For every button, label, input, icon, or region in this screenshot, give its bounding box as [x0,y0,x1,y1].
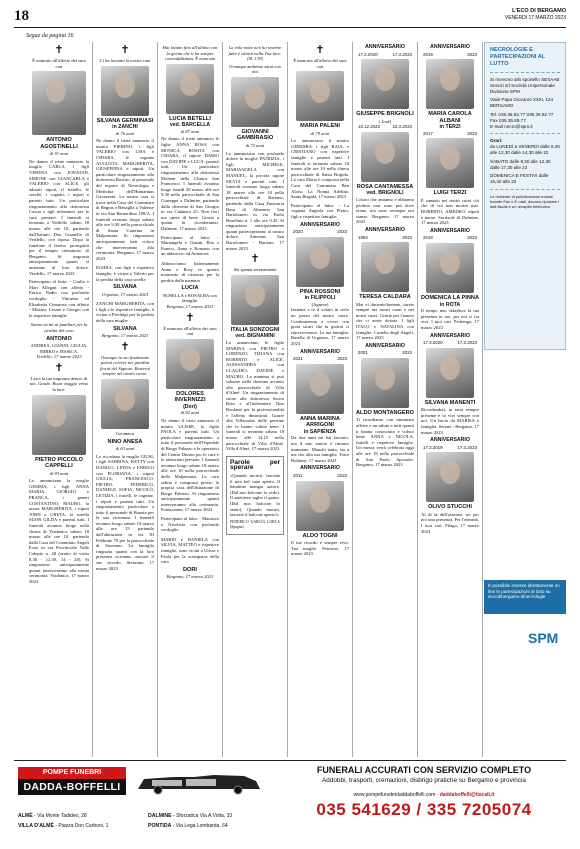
masthead [505,8,566,22]
notice-quote: La vola notte non ha tenebre fatte è chiara nella Tua luce. [228,45,282,56]
ad-address-dalmine: DALMINE - Sforzatica Via A.Volta, 33 [148,813,233,819]
condolence-date: Bergamo, 17 marzo 2023 [101,333,149,339]
deceased-name: ANTONIO AGOSTINELLI [40,137,78,150]
anniversary-heading: ANNIVERSARIO [430,332,470,339]
deceased-name: ANNA MARINA ARRIGONI [300,415,340,429]
anniversary-dates: 2011 2023 [293,472,347,478]
notice-text: Ne danno il triste annuncio il marito ULISSE, la figlia PAOLA e parenti tutti. Un particolare ringraziamento a tutto il personale dell'Ospedale di Borgo Palazzo e le operatrici del Centro Diurno per le cure e le attenzioni prestate. I funerali avranno luogo sabato 18 marzo alle ore 10 nella parrocchiale della Malpensata. La cara salma è composta presso la propria casa dell'abitazione di Borgo Palazzo. Si ringraziano anticipatamente quanti interverranno alla cerimonia. Pontacemia, 17 marzo 2023 [161,417,219,513]
condolence-family: ROSELLA e ROSALBA con famiglie. [163,292,217,304]
portrait-photo [426,243,474,293]
notice-text: È rimasto nei nostri cuori ciò che di voi non morirà mai. ROBERTO, AMEDEO, nipoti e nuore. Sorrisole di Dalmine, 17 marzo 2023 [421,197,479,226]
notice-text: Mai vi dimenticheremo, sarete sempre nei nostri cuori e nei nostri cuori. Grazie per l'amore che ci avete donato. I figli ITALO e NATALINA con famiglie. Castello degli Angeli, 17 marzo 2023 [356,301,414,341]
poem-text: «Quando morirò, lasciate il mio bel cane aperto. Il bambino mangia arance. (Dal mio balcone lo vedo). Il mietitore taglia il grano. (Dal mio balcone lo sento). Quando morirò, lasciate il balcone aperto!» [230,473,280,518]
deceased-married-name: in TERZI [439,124,461,131]
condolence-name: SILVANA [113,284,137,291]
funeral-home-ad [14,760,566,840]
anniversary-dates: 1994 2023 [358,234,412,240]
anniversary-dates: 17.3.2020 17.3.2023 [358,51,412,57]
deceased-age: di 93 anni [49,470,69,476]
cross-icon: ✝ [185,311,195,324]
ad-address-alme: ALMÈ - Via Monte Tadideo, 28 [18,813,87,819]
condolence-text: ZANCHI MARGHERITA, con i figli e le rispettive famiglie, è vicina a Pierluigi per la perdita della cara moglie [96,301,154,323]
portrait-photo [426,138,474,188]
notice-intro: Ci ha lasciato la nostra cara [99,58,151,63]
hours-saturday: SABATO dalle 8,30 alle 12,30 dalle 17,30 alle 22 [490,158,551,170]
ad-address-villa-dalme: VILLA D'ALMÈ - Piazza Don Carboni, 1 [18,823,109,829]
condolence-name: SILVANA [113,325,137,332]
poem-title: Parole per sperare [230,458,280,472]
cross-icon: ✝ [120,340,130,353]
anniversary-dates: 2001 2023 [358,350,412,356]
poem-box [226,456,284,535]
notice-text: Il tempo non sbiadisce la tua presenza in noi, per noi ci fai vivi. I tuoi cari. Pedrengo, 17 marzo 2023 [421,308,479,330]
hours-weekdays: da LUNEDÌ a VENERDÌ dalle 8,30 alle 12,30 dalle 14,30 alle 22 [490,144,560,155]
notice-intro: Lasci la tua impronta dentro di noi. Grazie. Buon viaggio verso la luce. [29,375,89,393]
deceased-married-name: in ZANCHI [112,124,138,131]
page-number: 18 [14,8,29,24]
cross-icon: ✝ [54,44,64,56]
notice-text: Al di là dell'assenza, sei per noi una presenza. Per l'eternità. I tuoi cari. Filago, 17 marzo 2023 [421,511,479,534]
quote-reference: (Sl. 139) [247,56,263,62]
header-rule [14,27,566,28]
anniversary-heading: ANNIVERSARIO [300,221,340,228]
deceased-nickname: (Dori) [183,403,197,410]
poem-author: FEDERICO GARCÍA LORCA (Spagna) [230,519,280,530]
cross-icon: ✝ [120,44,130,56]
portrait-photo [296,364,344,414]
portrait-photo [231,275,279,325]
ad-address-pontida: PONTIDA - Via Lega Lombarda, 64 [148,823,228,829]
notice-text: Ne danno il triste annuncio il marito PIERINO, i figli VALERIO con LISA e CHIARA, le cognate AUGUSTA, MARGHERITA, GIUSEPPINA e nipoti. Un particolare ringraziamento alla dottoressa Bosisio, al personale del reparto di Neurologia e Medicina dell'Humanitas Gavazzeni. La nostra cara si trova nella Casa del Commiato di Begnis e Benaglia a Valtesse in via San Bernardino 109/A. I funerali avranno luogo sabato alle ore 9,30 nella parrocchiale di Santa Caterina in Malpensata. Si ringraziano anticipatamente tutti coloro che interverranno alla cerimonia. Bergamo, 17 marzo 2023 [96,138,154,261]
office-description: Si ricevono allo sportello SESAAB Servizi srl Società Unipersonale Divisione SPM [490,77,560,94]
issue-date: VENERDÌ 17 MARZO 2023 [504,15,566,21]
column-7 [418,42,482,757]
deceased-name: PIETRO PICCOLO CAPPELLI [35,456,83,470]
condolence-name: ANTONIO [46,335,72,342]
column-5 [288,42,352,757]
notice-text: Ricordandoti, tu sarai sempre presente e tu vivi sempre con noi. Un bacio da MARISA e famiglia. Seriate - Bergamo, 17 marzo 2023 [421,407,479,435]
deceased-name: OLIVO STUCCHI [428,504,472,511]
notice-text: Insieme a te il volato in cielo un pezzo del nostro cuore. Continueremo a vivere con gioia sicuri che tu gioirai ci rincresceremo. La tua famiglia. Basella di Urgnano, 17 marzo 2023 [291,307,349,347]
column-1 [26,42,92,757]
deceased-nickname: ( José) [378,118,392,124]
spm-logo: SPM [528,630,559,646]
deceased-name: ITALIA SONZOGNI [230,326,280,333]
notice-text: Ti ricordiamo con immutato affetto e un saluto a tutti quanti ti hanno conosciuto e voluto bene. ANNA e NICOLA, fratelli e rispettive famiglie. Un messa verrà celebrata oggi alle ore 18 nella parrocchiale di San Paolo Apostolo. Bergamo, 17 marzo 2023 [356,417,414,468]
deceased-married-name: ved. BRIGNOLI [366,190,404,197]
deceased-name: MARIA PALENI [300,123,340,130]
deceased-age: di 82 anni [180,410,200,416]
deceased-age: di 79 anni [310,130,330,136]
continued-note: Segue da pagina 16 [26,33,74,39]
deceased-name: MARIA CAROLA ALBANI [428,111,472,124]
condolence-text: Abbracciamo fraternamente Anna e Rosy in questo momento di tristezza per la perdita della mamma [161,260,219,283]
deceased-married-name: in FILIPPOLI [304,295,336,302]
ad-brand-tagline: POMPE FUNEBRI [18,767,126,779]
divider [490,72,560,73]
deceased-married-name: in ROTA [439,301,461,308]
portrait-photo [32,71,86,135]
notice-intro: È mancata all'affetto dei suoi cari [163,325,217,337]
condolence-quote: Siamo vicini ai familiari per la perdita del caro [30,322,88,333]
notice-text: Il tuo ricordo e sempre vivo. Tua moglie. Petosino, 17 marzo 2023 [291,540,349,557]
condolence-date: Urgnano, 17 marzo 2023 [101,291,149,297]
column-divider [482,42,483,757]
anniversary-dates: 2020 2023 [293,229,347,235]
portrait-photo [296,481,344,531]
portrait-photo [361,59,409,109]
hearse-icon [134,767,264,797]
notice-text: Ne danno il triste annuncio le figlie ANNA ROSA con MONICA, ROSITA con CHIARA, il nipote DARIO con DAVIDE e LUCA, parenti tutti. Un particolare ringraziamento alla dottoressa Molteni della Clinica San Francesco. I funerali avranno luogo lunedì 20 marzo alle ore 9,30 nella parrocchiale di San Giuseppe a Dalmine, partendo dalla chiesetta di San Giorgio in via Cattaneo 25. Non fiori ma opere di bene. Grazie a quanti la ricorderanno. Dalmine, 17 marzo 2023 [161,136,219,231]
deceased-age: di 87 anni [180,128,200,134]
portrait-photo [361,242,409,292]
column-3 [158,42,222,757]
notice-text: Coloro che amiamo e abbiamo perduto non sono più dove erano, ma sono ovunque noi siamo. Bergamo, 17 marzo 2023 [356,196,414,225]
condolences-list: Partecipano al lutto: - Giulio e Mari Allegati con affetto - Enrico Nadio con profondo cordoglio - Vittorina ed Elisabetta Cimarosa con affetto - Miriam, Cesare e Giorgio con le rispettive famiglie [29,279,89,318]
anniversary-dates: 2018 2023 [423,235,477,241]
portrait-photo [101,379,149,429]
notice-text: Lo annunciano la moglie GEMMA, i figli ANNA MARIA, GIORGIO e FRANCA, i generi COSTANTINO, MAURO, la nuora MARGHERITA, i nipoti JOHN e GRETA, la sorella SUOR GILDA e parenti tutti. I funerali avranno luogo nella chiesa di Viadanica sabato 18 marzo alle ore 10, partendo dalla Casa del Commiato Angeli Ecuo in via Provinciale Valle Calepio n. 48 (orario di visita 8,30 - 12,30, 14 - 20). Si ringraziano anticipatamente quanti interverranno alla mesta cerimonia. Viadanica, 17 marzo 2023 [29,478,89,584]
submission-note: Le richieste di pubblicazione inviate tramite Fax o E-mail, devono riportare i dati fiscali e un recapito telefonico [490,193,560,209]
ad-service-area [282,765,566,837]
notice-quote: Hai lottato fino all'ultimo con la grinta che ti ha sempre contraddistinta. È mancata [162,45,218,62]
anniversary-heading: ANNIVERSARIO [300,465,340,472]
deceased-name: DOMENICA LA PINNA [421,295,480,302]
hours-title: Orari: [490,138,503,144]
deceased-name: GIUSEPPE BRIGNOLI [356,111,414,118]
deceased-name: ALDO MONTANGERO [356,409,415,416]
divider [490,133,560,134]
deceased-name: SILVANA GERMINASI [96,117,154,124]
deceased-name: SILVANA MANENTI [424,399,476,406]
condolences-list: Partecipano al lutto: - Mariangela e Gianni, Rita e Franco, Anna e Romano con un abbraccio ad Annarosa [161,234,219,257]
portrait-photo [361,358,409,408]
anniversary-heading: ANNIVERSARIO [365,44,405,50]
ad-phone-numbers: 035 541629 / 335 7205074 [316,800,532,819]
deceased-age: di 91 anni [49,151,69,157]
anniversary-heading: ANNIVERSARIO [430,227,470,234]
column-6 [353,42,417,757]
hours-sunday: DOMENICA E FESTIVI dalle 16,30 alle 22 [490,173,549,185]
cross-icon: ✝ [250,253,260,266]
deceased-nickname: (Agnese) [311,301,329,307]
ad-email-link[interactable]: daddaboffelli@tiscali.it [439,792,495,798]
anniversary-dates: 2017 2023 [423,130,477,136]
ad-brand-area [14,765,272,829]
deceased-age: di 63 anni [115,446,135,452]
deceased-name: LUCIA BETELLI [169,115,211,122]
deceased-name: DOLORES INVERNIZZI [174,390,206,404]
condolences-list: Partecipano al lutto: - La cognata Angiola con Pietro, figli e rispettive famiglie [291,202,349,219]
ad-subheadline: Addobbi, trasporti, cremazioni, disbrigo pratiche su Bergamo e provincia [322,777,526,784]
portrait-photo [296,237,344,287]
deceased-age: di 76 anni [115,130,135,136]
portrait-photo [426,59,474,109]
info-box-title: NECROLOGIE E PARTECIPAZIONI AL LUTTO [490,47,546,67]
column-2 [93,42,157,757]
notice-text: Lo annunciano il marito GEREMIA, i figli RAUL e CRISTIANO con rispettive famiglie e parenti tutti. I funerali si terranno sabato 18 marzo alle ore 10 nella chiesa parrocchiale di Santa Brigida. La cara Maria è composta nella Casa del Commiato Ben Aloisi. La Nonna Adelina. Santa Brigida, 17 marzo 2023 [291,138,349,200]
deceased-age: di 72 anni [245,142,265,148]
obituary-info-box [484,42,566,350]
portrait-photo [166,64,214,114]
condolence-date: Verdello, 17 marzo 2023 [36,354,82,360]
office-phone: Tel. 035.35.82.77 035.35.82.77 [490,111,554,117]
portrait-photo [426,348,474,398]
notice-text: Ne danno il triste annuncio la moglie CARLA, i figli VERENA con JONATAN, SIMONE con GIANCARLA e VALERIO con ALICE, gli adorati nipoti, il fratello, le sorelle, i cognati, i nipoti e parenti tutti. Un particolare ringraziamento alla dottoressa Cassia e agli infermieri per le cure prestate. I funerali si terranno a Verdello sabato 18 marzo alle ore 10, partendo dall'Istituto Don Guanella di Verdello, ove riposa. Dopo la funzione il feretro proseguirà per il tempio crematorio di Bergamo. Si ringrazia anticipatamente quanti si uniranno al loro dolore. Verdello, 17 marzo 2023 [29,158,89,276]
portrait-photo [32,395,86,455]
deceased-name: LUIGI TERZI [433,190,467,197]
anniversary-dates: 16.12.2022 16.3.2023 [358,124,412,130]
condolence-family: ANDREA, GIANNI, GIULIA, MIRKO e JESSICA. [30,343,88,354]
notice-quote: Ovunque tu sia finalmente potrai correre nei giardini fioriti del Signore. Resterai sempre nel nostro cuore. [99,354,151,377]
anniversary-dates: 17.3.2019 17.3.2023 [423,444,477,450]
condolence-date: Bergamo, 17 marzo 2023 [166,304,214,309]
column-4 [223,42,287,757]
deceased-name: GIOVANNI GAMBIRASIO [236,128,274,142]
paper-name: L'ECO DI BERGAMO [512,8,566,14]
office-fax: Fax 035.35.89.77 [490,117,526,123]
anniversary-heading: ANNIVERSARIO [365,342,405,349]
ad-headline: FUNERALI ACCURATI CON SERVIZIO COMPLETO [316,765,532,775]
notice-intro: Ovunque andremo sarai con noi [229,63,281,75]
portrait-photo [166,339,214,389]
deceased-married-name: ved. BARCELLA [169,122,211,129]
anniversary-heading: ANNIVERSARIO [430,437,470,444]
notice-text: Lo annunciano le figlie MARINA con PIETRO e LORENZO, TIZIANA con ROBERTO e ALICE, ALESSANDRA con CLAUDIO, DAVIDE e MAURO. La mamma si può salutare nella chiesina accanto alla parrocchiale di Villa d'Almè. Un ringraziamento di cuore alla dottoressa Sorrio Rota e all'infermiere Tino Bonfanti per la professionalità e l'affetto dimostrati. Grazie alla Villaoratas delle persone che le hanno voluto bene. I funerali si terranno sabato 18 marzo alle 14.15 nella parrocchiale di Villa d'Almè. Villa d'Almè, 17 marzo 2023 [226,339,284,452]
online-submission-banner: È possibile inserire direttamente on line le partecipazioni al lutto su eccodibergamo.it/necrologie [484,580,566,614]
anniversary-heading: ANNIVERSARIO [365,226,405,233]
notice-text: Lo ricordano la moglie GIUSI, i figli SABRINA, KETTY con DANILO, LINDA e ENRICO con FLORIANA, i nipoti GIULIA, FRANCESCO, PIETRO, FEDERICO, DANIELE, SOFIA, NICOLÒ, LETIZIA, i fratelli, le cognate, i nipoti e parenti tutti. Un ringraziamento particolare a tutto il personale di Bonate per la sua vicinanza. I funerali avranno luogo sabato 18 marzo alle ore 15 partendo dall'abitazione in via XI Febbraio 70 per la parrocchiale di Stezzano. La famiglia ringrazia quanti con la loro presenza vorranno onorare il suo ricordo. Stezzano, 17 marzo 2023 [96,453,154,571]
notice-text: Da due anni mi hai lasciato, ma il mio amore è rimasto immutato. Manchi tanto, sia a me che alla tua famiglia. Torre Boldone, 17 marzo 2023 [291,435,349,463]
ad-brand-name: DADDA-BOFFELLI [18,779,126,795]
portrait-photo [101,66,149,116]
ad-website-link[interactable]: www.pompefunebridaddaboffelli.com [353,792,436,798]
ad-contacts: www.pompefunebridaddaboffelli.com · daddaboffelli@tiscali.it [353,792,495,798]
deceased-name: TERESA CALDARA [359,294,411,301]
portrait-photo [296,71,344,121]
anniversary-dates: 17.3.2020 17.3.2023 [423,340,477,346]
deceased-married-name: ved. BIGNAMINI [235,333,275,340]
notice-intro: È mancato all'affetto dei suoi cari [32,58,86,69]
portrait-photo [426,452,474,502]
portrait-photo [361,132,409,182]
condolence-text: EGIDIA, con figli e rispettive famiglie, è vicina a Valerio per la perdita della cara sorella [96,265,154,282]
anniversary-dates: 2019 2023 [423,51,477,57]
notice-text: Lo annunciano con profondo dolore la moglie PATRIZIA, i figli MICHELE, MARIANGELA con MANUEL, la piccola nipote SILVIA e parenti tutti. I funerali avranno luogo sabato 18 marzo alle ore 10 nella parrocchiale di Bariano, partendo dalla Casa Funeraria Bosa di Almenno San Bartolomeo in via Paolo Boselline n. 1 alle ore 9.45. Si ringraziano anticipatamente quanti parteciperanno al nostro dolore. Almenno San Bartolomeo - Bariano, 17 marzo 2023 [226,150,284,251]
notice-intro: Sei spenta serenamente [233,267,277,273]
portrait-photo [231,77,279,127]
condolence-text: MARIO e DANIELA con SILVIA, MATTEO e rispettive famiglie, sono vicini a Ulisse e Paola per la scomparsa della cara [161,536,219,565]
cross-icon: ✝ [54,361,64,374]
deceased-title: Geometra [115,431,135,437]
deceased-married-name: in SAPIENZA [303,428,337,435]
divider [490,189,560,190]
deceased-name: PINA ROSSONI [299,288,341,295]
condolence-name: DORI [183,566,197,573]
deceased-name: ROSA CANTAMESSA [356,183,414,190]
notice-intro: È mancata all'affetto dei suoi cari [293,58,347,69]
office-email: E-mail necro@spm.it [490,123,533,129]
condolence-date: Bergamo, 17 marzo 2023 [166,574,214,580]
anniversary-heading: ANNIVERSARIO [430,44,470,50]
office-address: Viale Papa Giovanni XXIII, 124 BERGAMO [490,97,553,109]
condolences-list: Partecipano al lutto: - Maurizio e Nicoletta con profondo cordoglio [161,516,219,533]
anniversary-heading: ANNIVERSARIO [300,348,340,355]
condolence-name: LUCIA [181,285,199,292]
deceased-name: ALDO TOGNI [302,532,338,539]
cross-icon: ✝ [315,44,325,56]
anniversary-dates: 2021 2023 [293,356,347,362]
deceased-name: NINO ANESA [107,438,143,445]
